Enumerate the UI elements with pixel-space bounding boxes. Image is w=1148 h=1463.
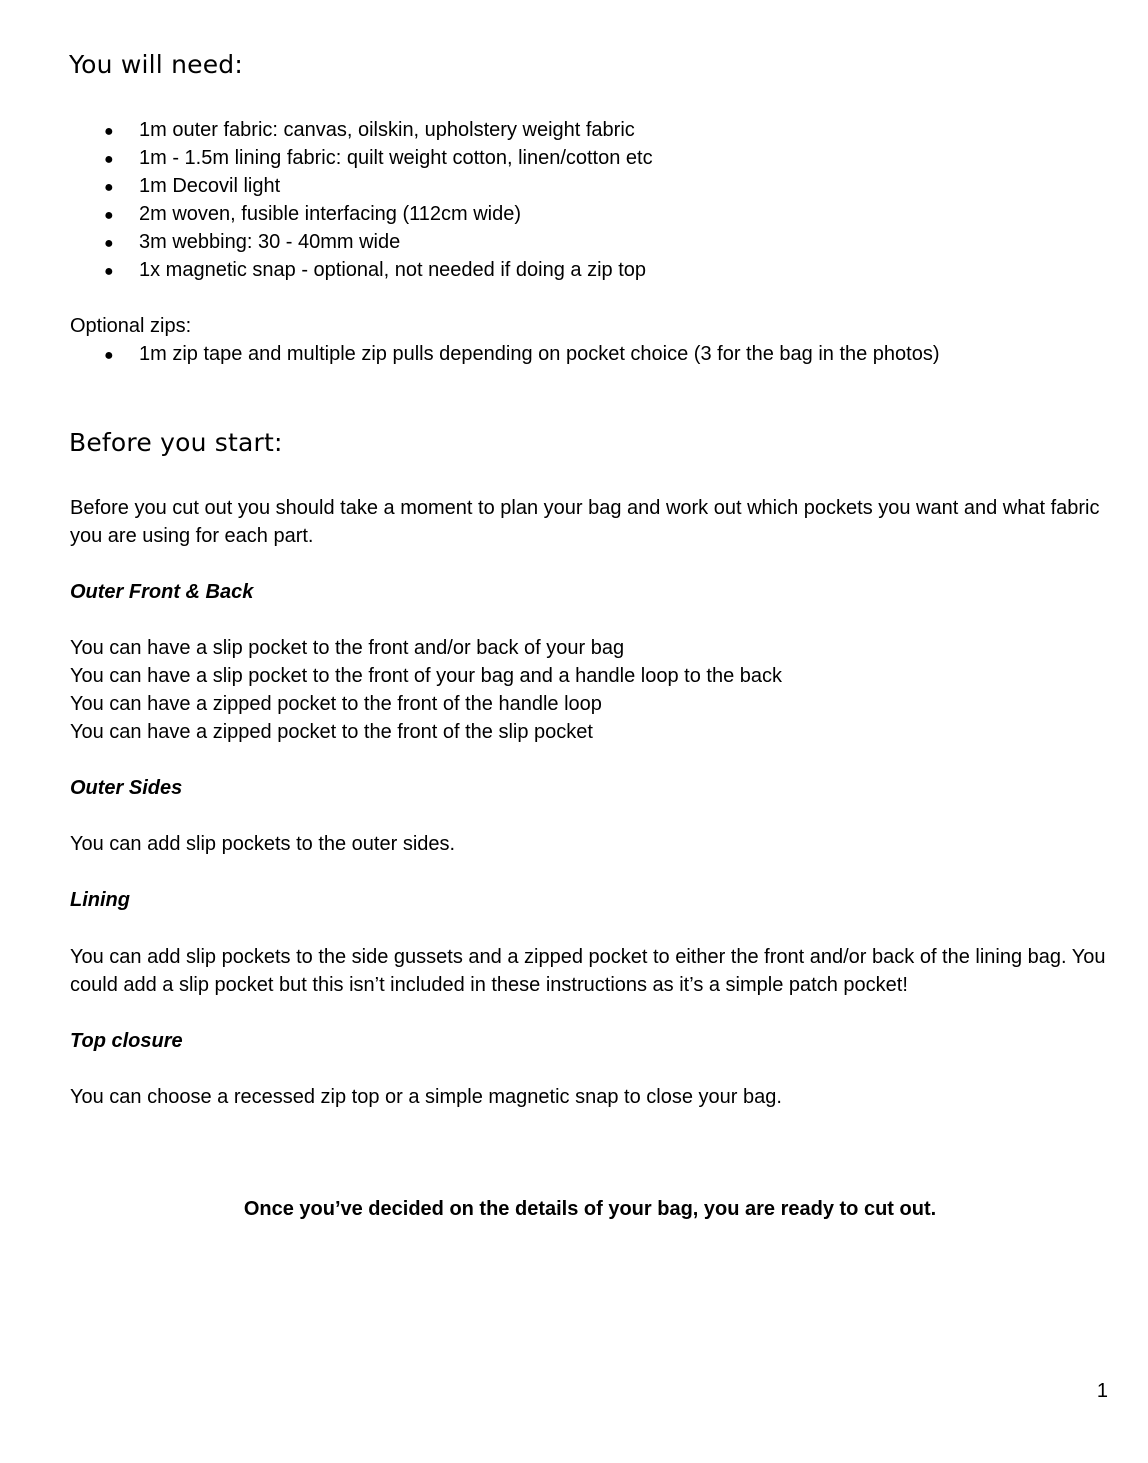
bullet-icon: ● bbox=[104, 347, 114, 364]
bullet-icon: ● bbox=[104, 123, 114, 140]
outer-front-back-line: You can have a slip pocket to the front of your bag and a handle loop to the back bbox=[70, 665, 782, 687]
bullet-icon: ● bbox=[104, 207, 114, 224]
page-number: 1 bbox=[1096, 1380, 1108, 1402]
outer-front-back-line: You can have a zipped pocket to the front of the handle loop bbox=[70, 693, 602, 715]
outer-front-back-line: You can have a zipped pocket to the front of the slip pocket bbox=[70, 721, 593, 743]
lining-subheading: Lining bbox=[70, 889, 130, 911]
list-item: ● 1m Decovil light bbox=[104, 172, 280, 202]
closing-note: Once you’ve decided on the details of your bag, you are ready to cut out. bbox=[243, 1198, 937, 1220]
intro-paragraph: Before you cut out you should take a moment to plan your bag and work out which pockets you want and what fabric you are using for each part. bbox=[70, 497, 1100, 547]
bullet-icon: ● bbox=[104, 151, 114, 168]
outer-front-back-line: You can have a slip pocket to the front and/or back of your bag bbox=[70, 637, 625, 659]
top-closure-text: You can choose a recessed zip top or a simple magnetic snap to close your bag. bbox=[70, 1086, 782, 1108]
bullet-icon: ● bbox=[104, 263, 114, 280]
list-item: ● 1x magnetic snap - optional, not needed if doing a zip top bbox=[104, 256, 646, 286]
lining-text: You can add slip pockets to the side gussets and a zipped pocket to either the front and/or back of the lining bag. You could add a slip pocket but this isn’t included in these instructions as it’s a simple patch pocket! bbox=[70, 946, 1106, 996]
outer-sides-text: You can add slip pockets to the outer sides. bbox=[70, 833, 456, 855]
list-item: ● 2m woven, fusible interfacing (112cm wide) bbox=[104, 200, 521, 230]
before-you-start-heading: Before you start: bbox=[69, 428, 283, 457]
outer-front-back-subheading: Outer Front & Back bbox=[70, 581, 254, 603]
list-item: ● 3m webbing: 30 - 40mm wide bbox=[104, 228, 400, 258]
list-item: ● 1m zip tape and multiple zip pulls depending on pocket choice (3 for the bag in the photos) bbox=[104, 340, 940, 370]
list-item: ● 1m - 1.5m lining fabric: quilt weight cotton, linen/cotton etc bbox=[104, 144, 653, 174]
bullet-icon: ● bbox=[104, 179, 114, 196]
optional-zips-label: Optional zips: bbox=[70, 315, 192, 337]
list-item: ● 1m outer fabric: canvas, oilskin, upholstery weight fabric bbox=[104, 116, 635, 146]
top-closure-subheading: Top closure bbox=[70, 1030, 183, 1052]
outer-sides-subheading: Outer Sides bbox=[70, 777, 183, 799]
you-will-need-heading: You will need: bbox=[69, 50, 243, 79]
bullet-icon: ● bbox=[104, 235, 114, 252]
